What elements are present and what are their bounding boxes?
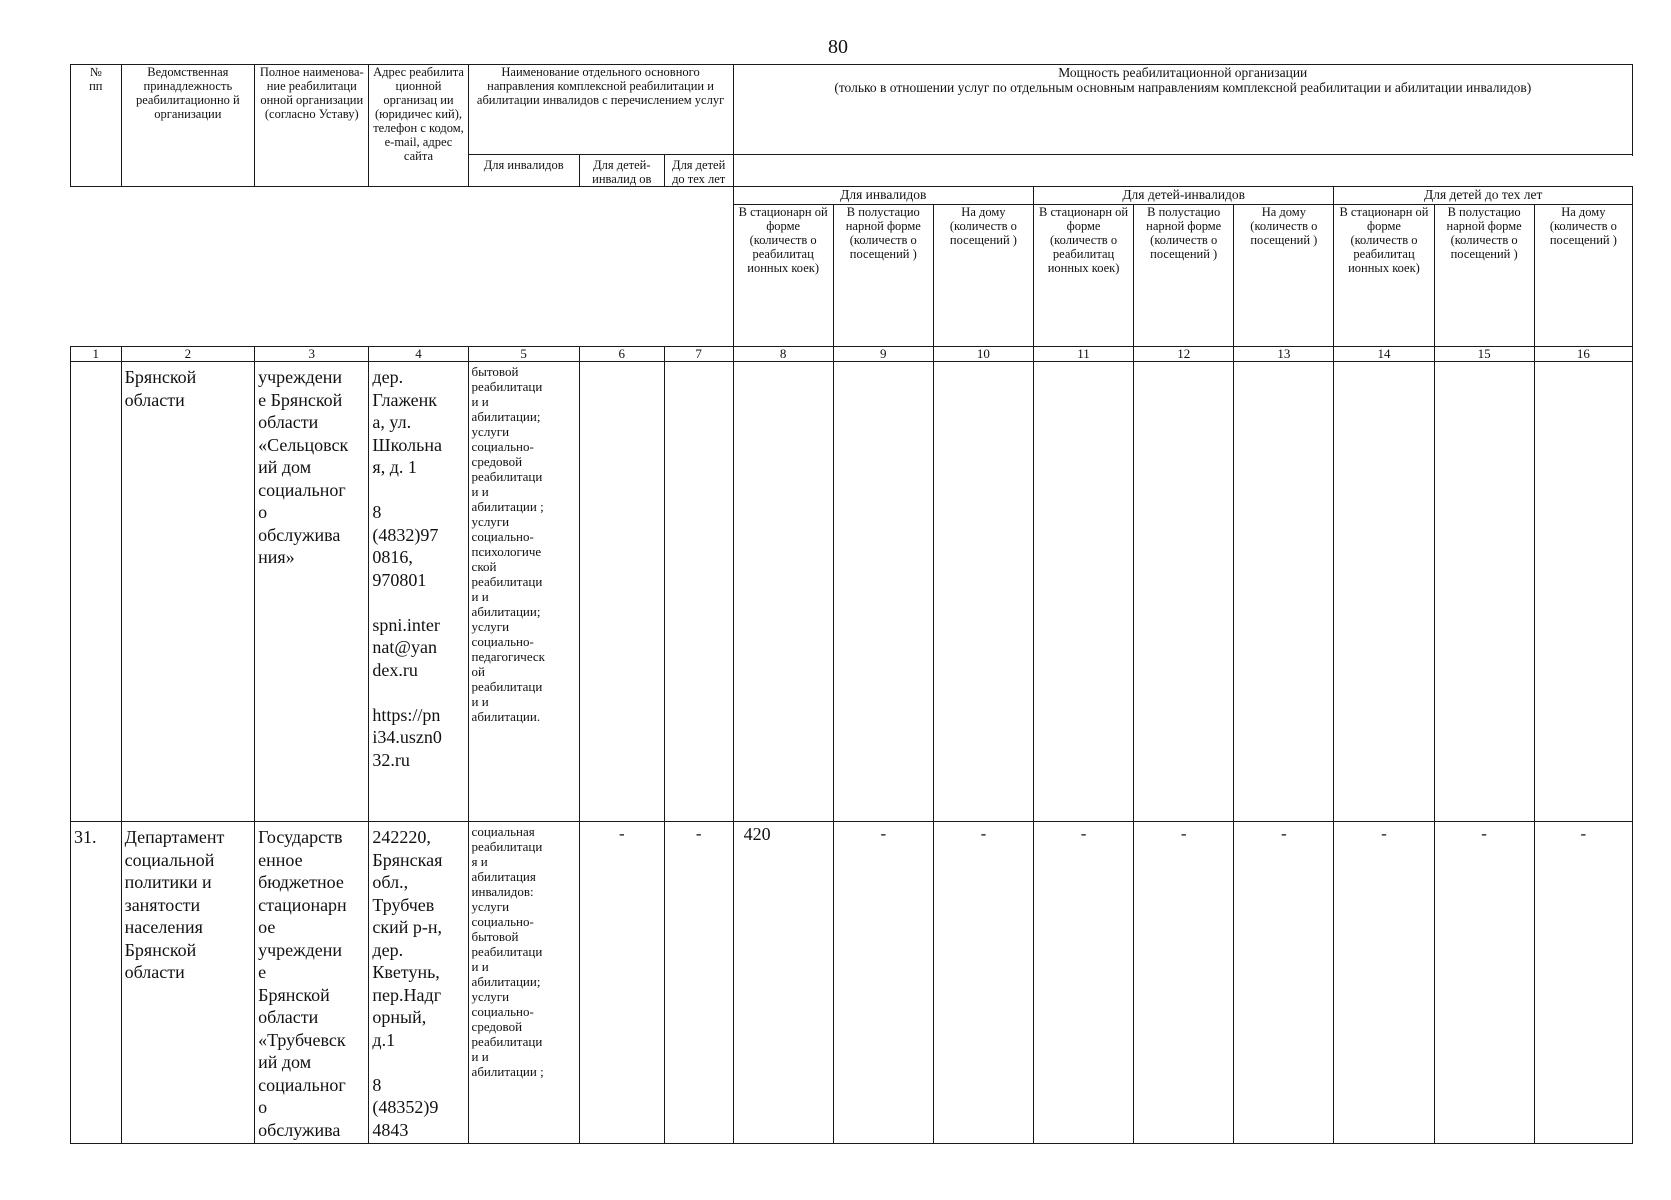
col-number: 15 xyxy=(1434,347,1534,362)
cap-header-children-disabled: Для детей-инвалидов xyxy=(1033,187,1333,205)
col-number: 14 xyxy=(1334,347,1434,362)
col-number: 1 xyxy=(71,347,122,362)
capacity-subtitle: (только в отношении услуг по отдельным основным направлениям комплексной реабилитации и абилитации инвалидов) xyxy=(834,80,1532,95)
subheader-semistationary-3: В полустацио нарной форме (количеств о посещений ) xyxy=(1434,205,1534,347)
col-number: 12 xyxy=(1134,347,1234,362)
row-services: бытовой реабилитаци и и абилитации; услуги социально- средовой реабилитаци и и абилитации ; услуги социально- психологиче ской реабилитаци и и абилитации; услуги социально- педагогическ ой реабилитаци и и абилитации. xyxy=(468,362,579,822)
row-cell xyxy=(1334,362,1434,822)
row-number: 31. xyxy=(71,822,122,1144)
col-number: 6 xyxy=(579,347,664,362)
table-row xyxy=(71,822,1633,1144)
header-capacity-group xyxy=(733,65,1632,155)
row-fullname: учреждени е Брянской области «Сельцовск ий дом социальног о обслужива ния» xyxy=(255,362,369,822)
row-cell: - xyxy=(833,822,933,1144)
header-direction-group: Наименование отдельного основного направления комплексной реабилитации и абилитации инвалидов с перечислением услуг xyxy=(468,65,733,155)
col-number: 10 xyxy=(933,347,1033,362)
row-cell: - xyxy=(1334,822,1434,1144)
header-for-young-children: Для детей до тех лет xyxy=(664,155,733,187)
subheader-at-home-1: На дому (количеств о посещений ) xyxy=(933,205,1033,347)
row-cell xyxy=(933,362,1033,822)
row-cell xyxy=(833,362,933,822)
subheader-semistationary-1: В полустацио нарной форме (количеств о посещений ) xyxy=(833,205,933,347)
header-for-disabled: Для инвалидов xyxy=(468,155,579,187)
row-cell xyxy=(1033,362,1133,822)
subheader-at-home-2: На дому (количеств о посещений ) xyxy=(1234,205,1334,347)
row-cell: - xyxy=(1134,822,1234,1144)
col-number: 5 xyxy=(468,347,579,362)
subheader-stationary-3: В стационарн ой форме (количеств о реабилитац ионных коек) xyxy=(1334,205,1434,347)
col-number: 16 xyxy=(1534,347,1632,362)
row-cell: - xyxy=(1033,822,1133,1144)
header-for-disabled-children: Для детей-инвалид ов xyxy=(579,155,664,187)
row-cell: - xyxy=(1534,822,1632,1144)
row-dept: Брянской области xyxy=(121,362,255,822)
row-cell xyxy=(733,362,833,822)
subheader-stationary-2: В стационарн ой форме (количеств о реабилитац ионных коек) xyxy=(1033,205,1133,347)
row-cell xyxy=(1234,362,1334,822)
row-dept: Департамент социальной политики и занятости населения Брянской области xyxy=(121,822,255,1144)
col-number: 3 xyxy=(255,347,369,362)
row-cell: - xyxy=(579,822,664,1144)
rehab-organizations-table xyxy=(70,64,1633,1144)
header-num: № пп xyxy=(71,65,122,187)
cap-header-children-until: Для детей до тех лет xyxy=(1334,187,1633,205)
row-cell xyxy=(1434,362,1534,822)
row-cell xyxy=(1134,362,1234,822)
row-fullname: Государств енное бюджетное стационарн ое учреждени е Брянской области «Трубчевск ий дом социальног о обслужива xyxy=(255,822,369,1144)
row-cell: - xyxy=(1234,822,1334,1144)
col-number: 7 xyxy=(664,347,733,362)
col-number: 13 xyxy=(1234,347,1334,362)
header-address: Адрес реабилита ционной организац ии (юридичес кий), телефон с кодом, e-mail, адрес сайта xyxy=(369,65,468,187)
row-number xyxy=(71,362,122,822)
row-cell xyxy=(1534,362,1632,822)
row-address: дер. Глаженк а, ул. Школьна я, д. 1 8 (4832)97 0816, 970801 spni.inter nat@yan dex.ru https://pn i34.uszn0 32.ru xyxy=(369,362,468,822)
subheader-at-home-3: На дому (количеств о посещений ) xyxy=(1534,205,1632,347)
row-cell: - xyxy=(1434,822,1534,1144)
cap-header-disabled: Для инвалидов xyxy=(733,187,1033,205)
col-number: 2 xyxy=(121,347,255,362)
row-cell: - xyxy=(933,822,1033,1144)
subheader-semistationary-2: В полустацио нарной форме (количеств о посещений ) xyxy=(1134,205,1234,347)
table-row xyxy=(71,362,1633,822)
capacity-title: Мощность реабилитационной организации xyxy=(1058,65,1308,80)
header-fullname: Полное наименова-ние реабилитаци онной организации (согласно Уставу) xyxy=(255,65,369,187)
col-number: 11 xyxy=(1033,347,1133,362)
row-address: 242220, Брянская обл., Трубчев ский р-н, дер. Кветунь, пер.Надг орный, д.1 8 (48352)9 4843 xyxy=(369,822,468,1144)
page-number: 80 xyxy=(828,36,848,58)
row-cell xyxy=(579,362,664,822)
col-number: 8 xyxy=(733,347,833,362)
row-services: социальная реабилитаци я и абилитация инвалидов: услуги социально- бытовой реабилитаци и и абилитации; услуги социально- средовой реабилитаци и и абилитации ; xyxy=(468,822,579,1144)
column-numbers-row xyxy=(71,347,1633,362)
subheader-stationary-1: В стационарн ой форме (количеств о реабилитац ионных коек) xyxy=(733,205,833,347)
col-number: 9 xyxy=(833,347,933,362)
col-number: 4 xyxy=(369,347,468,362)
row-cell: 420 xyxy=(733,822,833,1144)
row-cell: - xyxy=(664,822,733,1144)
row-cell xyxy=(664,362,733,822)
header-dept: Ведомственная принадлежность реабилитационно й организации xyxy=(121,65,255,187)
